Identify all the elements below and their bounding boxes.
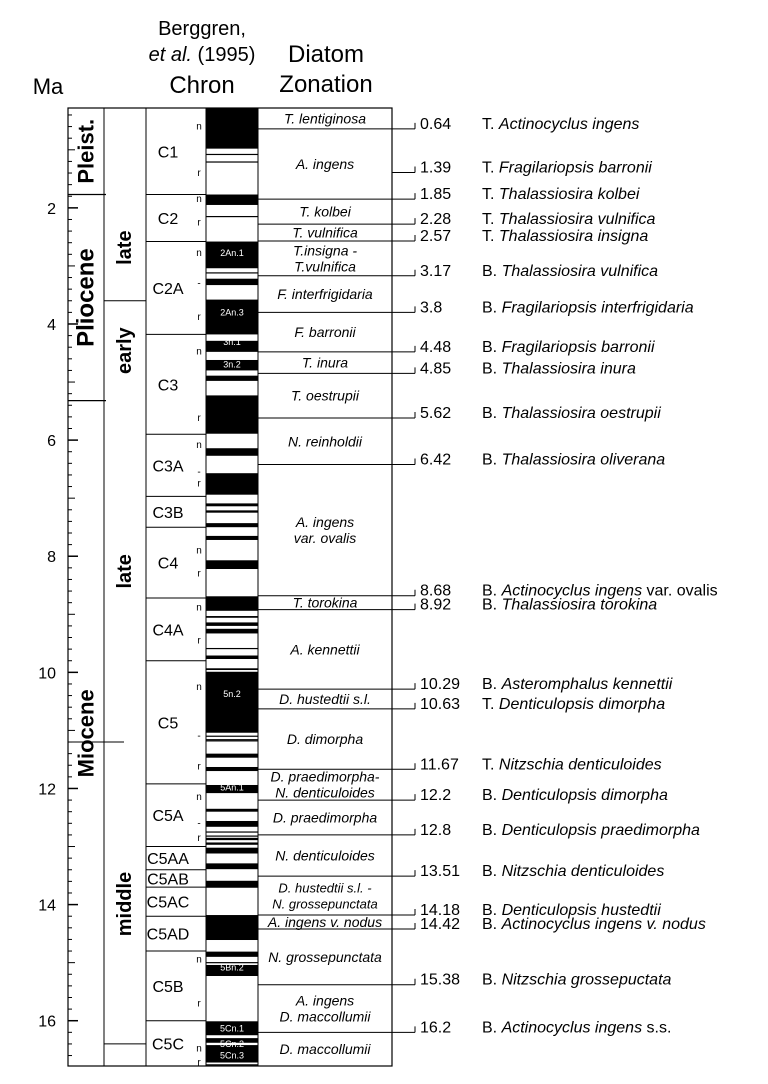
subchron-label: 5Cn.3 [219,1050,245,1061]
chron-label: C4A [152,622,184,640]
subchron-label: 5An.2 [220,796,244,807]
zone-label: D. maccollumii [279,1041,371,1058]
polarity-marker: n [196,1043,202,1055]
polarity-marker: n [196,602,202,614]
normal-polarity-band [206,656,258,659]
normal-polarity-band [206,831,258,832]
chron-header-title: Chron [169,72,235,99]
polarity-marker: n [196,248,202,260]
normal-polarity-band [206,672,258,733]
event-age: 8.68 [420,582,452,600]
normal-polarity-band [206,560,258,569]
zone-label: N. denticuloides [275,847,375,864]
normal-polarity-band [206,754,258,758]
normal-polarity-band [206,616,258,618]
event-age: 14.42 [420,915,461,933]
chron-label: C5AB [147,871,189,889]
event-type: T. [482,756,499,774]
subchron-label: 5n.2 [223,688,241,699]
subchron-label: 5Bn.2 [220,962,244,973]
subepoch-label: late [114,230,136,265]
zone-label: F. interfrigidaria [277,286,373,303]
age-tick-label: 14 [38,897,56,915]
zone-label: N. grossepunctata [268,948,382,965]
normal-polarity-band [206,523,258,527]
event-age: 11.67 [420,756,459,774]
event-taxon: Actinocyclus ingens [501,1019,643,1037]
normal-polarity-band [206,629,258,634]
zone-label: A. ingens [295,514,355,531]
normal-polarity-band [206,668,258,670]
normal-polarity-band [206,848,258,854]
datum-event [420,116,639,133]
datum-event [420,360,636,377]
normal-polarity-band [206,108,258,149]
zone-label: F. barronii [294,324,356,341]
polarity-marker: r [197,217,201,229]
polarity-marker: r [197,168,201,180]
event-taxon: Denticulopsis dimorpha [498,695,666,713]
normal-polarity-band [206,881,258,888]
event-type: T. [482,695,499,713]
event-age: 8.92 [420,596,452,614]
chron-label: C5AC [146,894,190,912]
polarity-marker: n [196,121,202,133]
normal-polarity-band [206,376,258,381]
chron-header-rest: (1995) [191,44,256,66]
normal-polarity-band [206,952,258,957]
normal-polarity-band [206,596,258,611]
event-type: B. [482,915,502,933]
datum-event [420,405,661,422]
zone-label: A. kennettii [290,641,360,658]
polarity-marker: r [197,998,201,1010]
subchron-label: 5Cn.1 [219,1023,245,1034]
normal-polarity-band [206,473,258,494]
subchron-label: 2An.1 [220,248,244,259]
age-tick-label: 2 [47,200,56,218]
event-age: 5.62 [420,405,452,423]
polarity-marker: - [197,278,201,290]
chron-label: C5A [152,808,184,826]
zone-label: D. praedimorpha [272,809,378,826]
polarity-marker: r [197,478,201,490]
polarity-marker: n [196,681,202,693]
polarity-marker: n [196,792,202,804]
event-taxon: Thalassiosira kolbei [498,186,640,204]
event-age: 10.29 [420,676,461,694]
datum-event [420,1019,671,1036]
datum-event [420,756,662,773]
polarity-marker: r [197,635,201,647]
ma-header: Ma [32,74,64,99]
event-type: T. [482,186,499,204]
subchron-label: 3n.4 [223,381,241,392]
zone-label: A. ingens v. nodus [267,914,383,931]
datum-event [420,339,655,356]
datum-event [420,787,668,804]
normal-polarity-band [206,863,258,869]
event-extra: s.s. [642,1019,672,1037]
event-age: 12.2 [420,787,452,805]
normal-polarity-band [206,915,258,940]
event-type: T. [482,211,499,229]
event-taxon: Denticulopsis dimorpha [501,787,668,805]
zone-label: T. inura [301,354,349,371]
datum-event [420,972,672,989]
event-taxon: Thalassiosira torokina [501,596,658,614]
zone-label: D. praedimorpha- [270,768,380,785]
polarity-marker: - [197,467,201,479]
datum-event [420,597,657,614]
subchron-label: 5Cn.2 [219,1038,245,1049]
normal-polarity-band [206,216,258,217]
polarity-marker: n [196,545,202,557]
datum-event [420,696,665,713]
event-age: 14.18 [420,902,461,920]
event-type: B. [482,787,502,805]
chron-label: C4 [157,555,179,573]
age-tick-label: 16 [38,1013,56,1031]
zone-label: var. ovalis [293,530,357,547]
normal-polarity-band [206,648,258,649]
event-type: B. [482,1019,502,1037]
normal-polarity-band [206,161,258,162]
polarity-marker: r [197,413,201,425]
zone-label: T. torokina [292,594,358,611]
subchron-label: 3n.1 [223,336,241,347]
event-age: 0.64 [420,115,452,133]
event-taxon: Asteromphalus kennettii [501,676,673,694]
zone-label: A. ingens [295,156,355,173]
zonation-header-line1: Diatom [287,41,365,68]
event-age: 6.42 [420,451,452,469]
subchron-label: 3An.2 [220,457,244,468]
zonation-header-line2: Zonation [279,71,373,98]
event-extra: var. ovalis [642,582,718,600]
datum-event [420,451,665,468]
subchron-label: 3An.1 [220,434,244,445]
event-taxon: Thalassiosira insigna [498,227,649,245]
event-taxon: Nitzschia grossepuctata [501,971,672,989]
event-type: B. [482,596,502,614]
event-type: B. [482,821,502,839]
age-tick-label: 4 [47,316,56,334]
datum-event [420,676,673,693]
event-taxon: Thalassiosira inura [501,360,636,378]
normal-polarity-band [206,842,258,844]
chron-label: C5C [151,1036,185,1054]
event-taxon: Thalassiosira vulnifica [498,211,656,229]
zone-label: D. dimorpha [286,731,364,748]
age-tick-label: 10 [38,665,56,683]
polarity-marker: n [196,346,202,358]
event-type: B. [482,971,502,989]
event-type: B. [482,582,502,600]
event-type: B. [482,451,502,469]
polarity-marker: r [197,761,201,773]
event-type: B. [482,405,502,423]
normal-polarity-band [206,767,258,771]
event-type: T. [482,115,499,133]
zone-label: T. lentiginosa [284,110,366,127]
chron-label: C1 [157,144,179,162]
polarity-marker: r [197,1057,201,1069]
zone-label: D. hustedtii s.l. [279,691,371,708]
event-taxon: Actinocyclus ingens [501,582,643,600]
normal-polarity-band [206,272,258,273]
zone-label: D. hustedtii s.l. - [278,880,372,896]
normal-polarity-band [206,622,258,625]
event-age: 12.8 [420,821,452,839]
chron-label: C3B [152,504,184,522]
subepoch-label: late [114,554,136,589]
event-type: B. [482,902,502,920]
event-age: 3.17 [420,262,452,280]
event-taxon: Nitzschia denticuloides [501,863,665,881]
zone-label: T. vulnifica [292,224,358,241]
normal-polarity-band [206,740,258,741]
epoch-label: Pleist. [73,118,99,184]
zone-label: T.vulnifica [294,258,356,275]
event-type: T. [482,227,499,245]
age-tick-label: 6 [47,433,56,451]
event-taxon: Thalassiosira oliverana [501,451,666,469]
epoch-label: Miocene [73,689,99,778]
polarity-marker: r [197,568,201,580]
event-type: B. [482,676,502,694]
polarity-marker: n [196,439,202,451]
polarity-marker: n [196,194,202,206]
event-taxon: Nitzschia denticuloides [498,756,662,774]
polarity-marker: - [197,731,201,743]
event-taxon: Thalassiosira vulnifica [501,262,659,280]
zone-label: T. oestrupii [291,387,359,404]
epoch-label: Pliocene [72,248,100,347]
event-type: B. [482,360,502,378]
normal-polarity-band [206,739,258,740]
event-type: B. [482,262,502,280]
event-type: B. [482,338,502,356]
normal-polarity-band [206,510,258,512]
normal-polarity-band [206,448,258,456]
subchron-label: 2An.3 [220,307,244,318]
chron-label: C3 [157,377,179,395]
subchron-label: 5An.1 [220,782,244,793]
zone-label: D. maccollumii [279,1008,371,1025]
chron-header-line1: Berggren, [158,18,246,40]
event-taxon: Actinocyclus ingens [498,115,640,133]
datum-event [420,916,706,933]
zone-label: T.insigna - [292,242,358,259]
event-age: 2.28 [420,211,452,229]
chron-header-italic: et al. [148,44,192,66]
event-age: 4.48 [420,338,452,356]
datum-event [420,186,640,203]
zone-label: N. denticuloides [275,784,375,801]
subepoch-label: middle [114,871,136,937]
datum-event [420,863,664,880]
datum-event [420,263,658,280]
datum-event [420,228,648,245]
event-age: 1.85 [420,186,452,204]
normal-polarity-band [206,279,258,285]
normal-polarity-band [206,838,258,840]
event-age: 15.38 [420,971,461,989]
age-tick-label: 8 [47,549,56,567]
event-taxon: Fragilariopsis barronii [498,159,652,177]
event-taxon: Actinocyclus ingens v. nodus [501,915,706,933]
datum-event [420,211,656,228]
event-age: 16.2 [420,1019,452,1037]
normal-polarity-band [206,395,258,433]
datum-event [420,299,694,316]
polarity-marker: - [197,818,201,830]
normal-polarity-band [206,821,258,827]
event-age: 13.51 [420,863,461,881]
chron-label: C5AD [146,926,190,944]
event-type: B. [482,863,502,881]
subchron-label: 4n.2 [223,540,241,551]
normal-polarity-band [206,736,258,737]
age-tick-label: 12 [38,781,56,799]
zone-label: A. ingens [295,992,355,1009]
zone-label: N. grossepunctata [272,896,378,912]
datum-event [420,822,700,839]
chron-label: C5AA [147,851,189,869]
chron-label: C2 [157,211,179,229]
chron-label: C2A [152,280,184,298]
normal-polarity-band [206,154,258,155]
event-age: 10.63 [420,695,461,713]
normal-polarity-band [206,809,258,812]
chron-label: C5 [157,715,179,733]
subepoch-label: early [114,327,136,375]
event-taxon: Thalassiosira oestrupii [501,405,661,423]
zone-label: N. reinholdii [288,433,362,450]
chron-label: C3A [152,458,184,476]
event-taxon: Denticulopsis hustedtii [501,902,661,920]
event-taxon: Denticulopsis praedimorpha [501,821,700,839]
normal-polarity-band [206,503,258,506]
zone-label: T. kolbei [299,203,351,220]
subchron-label: 3n.2 [223,359,241,370]
datum-event [420,159,652,176]
event-taxon: Fragilariopsis interfrigidaria [501,299,694,317]
event-type: B. [482,299,502,317]
event-age: 2.57 [420,227,452,245]
polarity-marker: r [197,832,201,844]
event-age: 4.85 [420,360,452,378]
event-age: 3.8 [420,299,443,317]
normal-polarity-band [206,195,258,205]
event-type: T. [482,159,499,177]
chron-label: C5B [152,978,184,996]
event-age: 1.39 [420,159,452,177]
event-taxon: Fragilariopsis barronii [501,338,655,356]
normal-polarity-band [206,1064,258,1065]
polarity-marker: r [197,312,201,324]
normal-polarity-band [206,835,258,836]
polarity-marker: n [196,954,202,966]
